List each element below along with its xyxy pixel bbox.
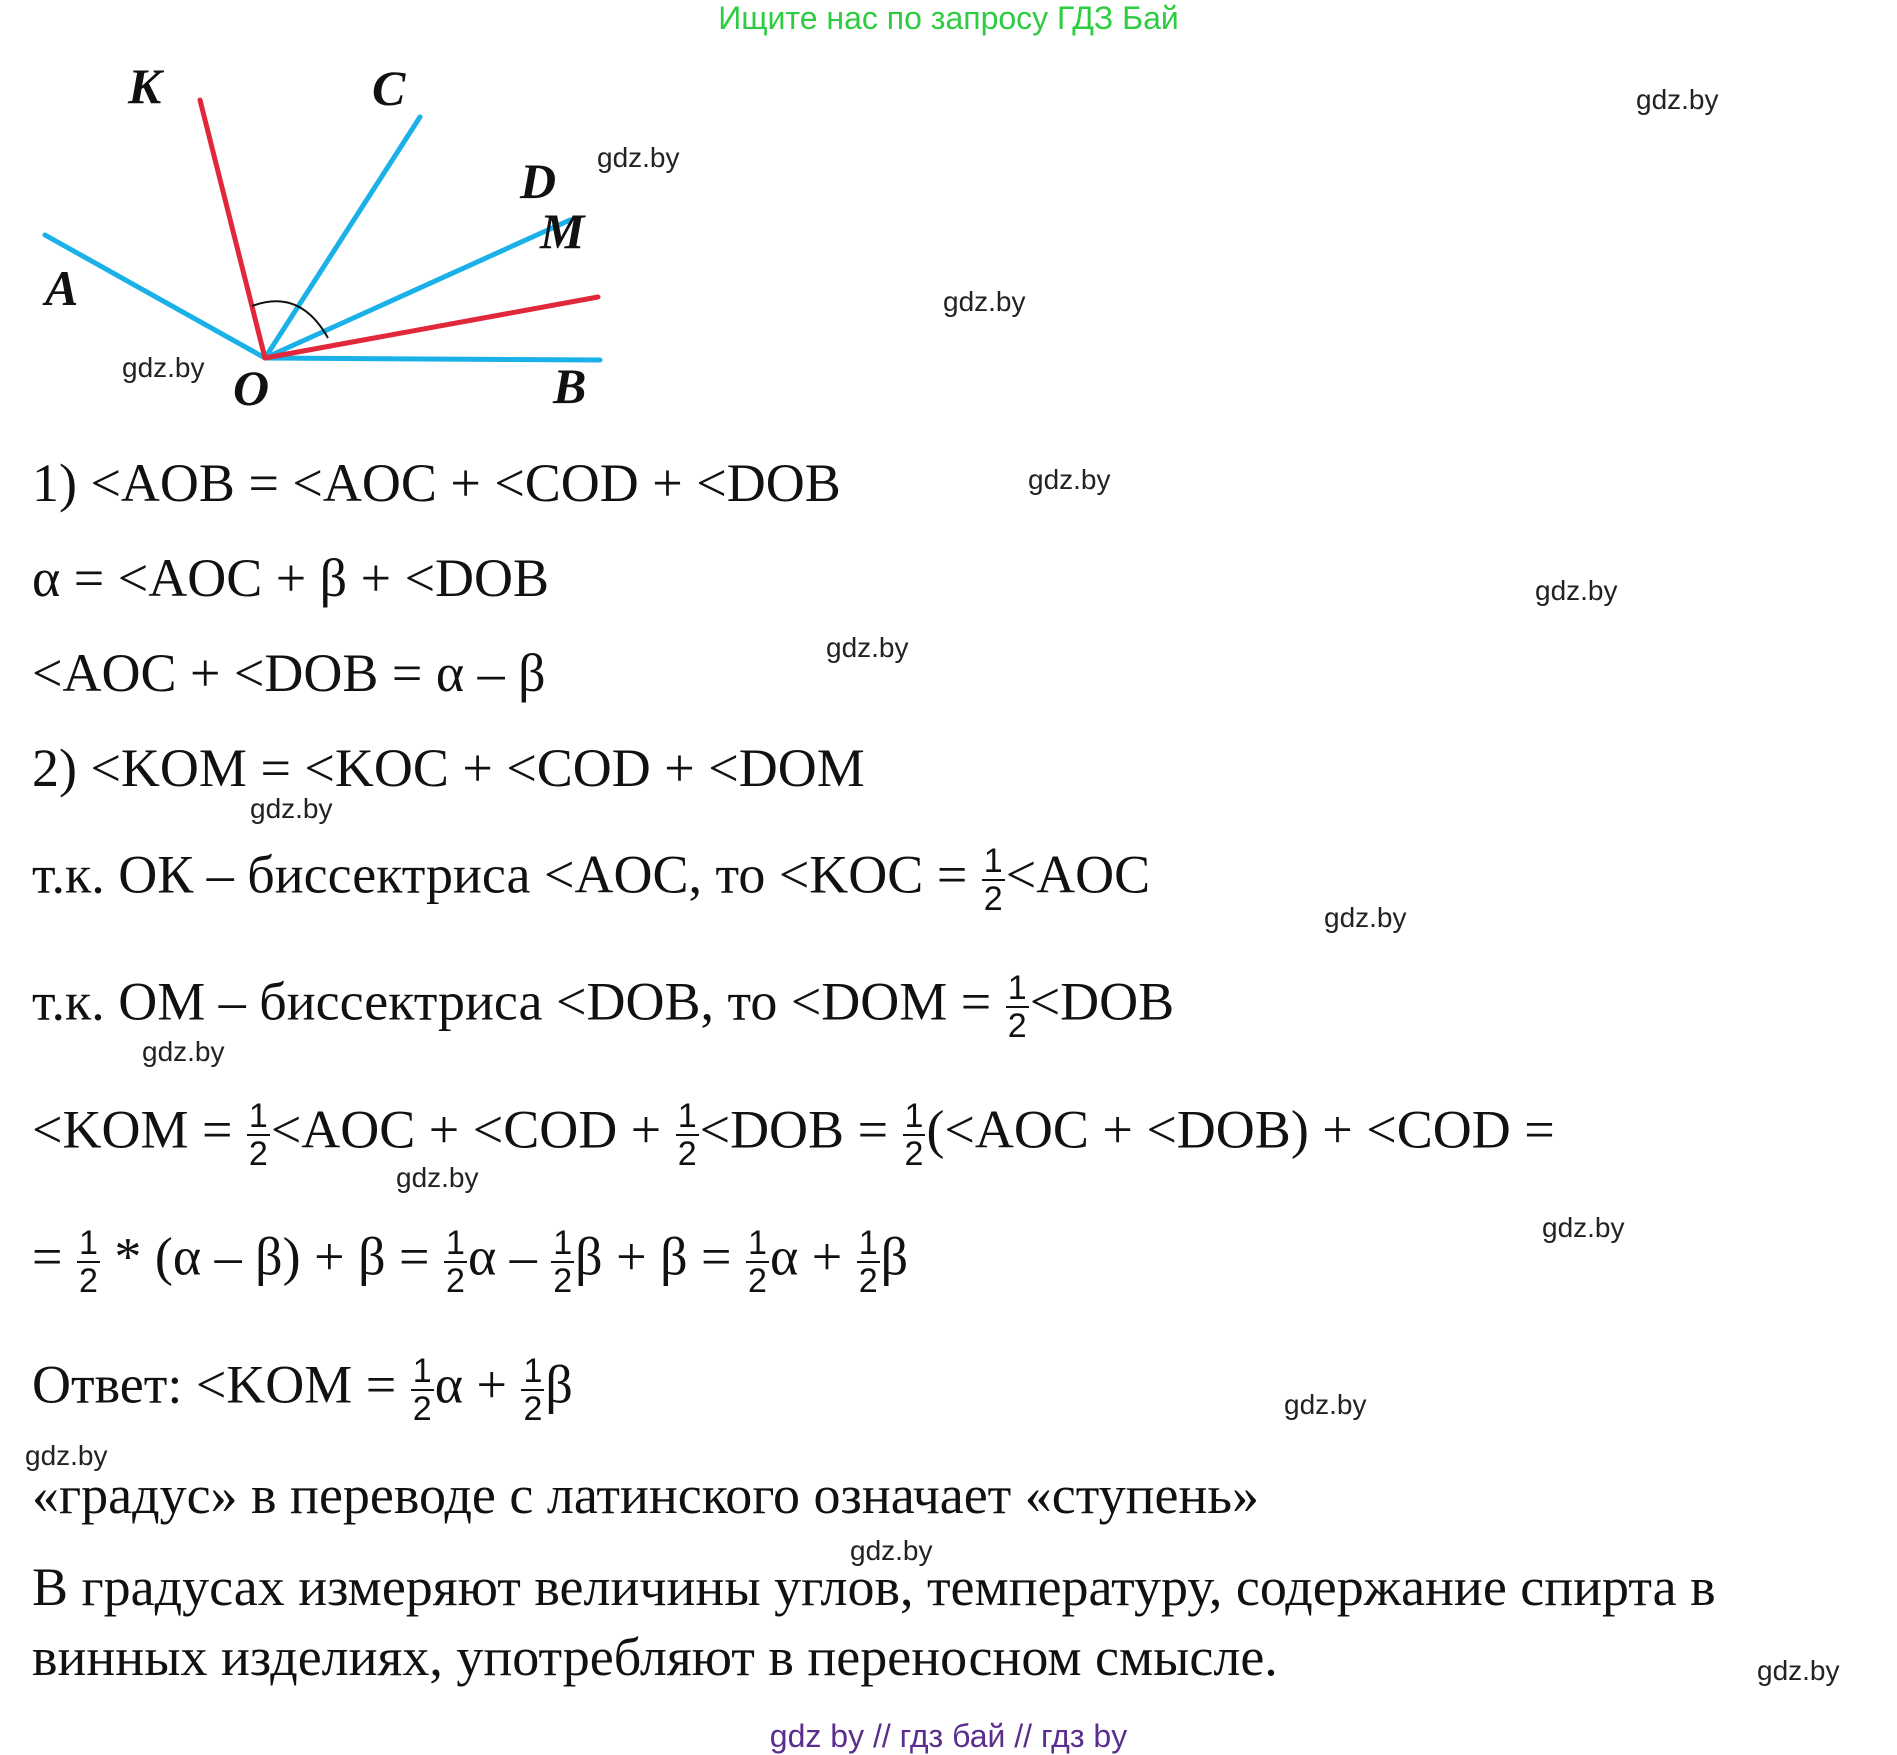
fraction-half: $\frac{1}{2}$ [904, 1097, 924, 1173]
watermark: gdz.by [850, 1535, 933, 1566]
watermark: gdz.by [1636, 84, 1719, 115]
line-text: <DOB = [699, 1099, 902, 1160]
line-text: = [32, 1226, 76, 1287]
watermark: gdz.by [826, 632, 909, 663]
line-text: <AOC [1005, 844, 1151, 905]
label-d: D [520, 153, 557, 209]
solution-line-1: 1) <AOB = <AOC + <COD + <DOB [32, 453, 841, 513]
watermark: gdz.by [142, 1036, 225, 1067]
label-c: C [372, 60, 406, 116]
line-text: (<AOC + <DOB) + <COD = [926, 1099, 1555, 1160]
solution-line-3: <AOC + <DOB = α – β [32, 643, 546, 703]
answer-line [32, 1353, 573, 1427]
watermark: gdz.by [1542, 1212, 1625, 1243]
line-text: <AOC + <COD + [270, 1099, 675, 1160]
fraction-half: $\frac{1}{2}$ [983, 842, 1003, 918]
watermark: gdz.by [1324, 902, 1407, 933]
note-paragraph-1: «градус» в переводе с латинского означает «ступень» [32, 1465, 1260, 1525]
note-paragraph-2: В градусах измеряют величины углов, температуру, содержание спирта в винных изделиях, употребляют в переносном смысле. [32, 1557, 1716, 1687]
line-text: <KOM = [32, 1099, 246, 1160]
watermark: gdz.by [1028, 464, 1111, 495]
solution-line-6 [32, 970, 1174, 1044]
label-b: B [553, 358, 587, 414]
solution-line-4: 2) <KOM = <KOC + <COD + <DOM [32, 738, 865, 798]
fraction-half: $\frac{1}{2}$ [748, 1224, 767, 1300]
fraction-half: $\frac{1}{2}$ [248, 1097, 268, 1173]
watermark: gdz.by [396, 1162, 479, 1193]
ray-ob [265, 358, 600, 360]
watermark: gdz.by [1757, 1655, 1840, 1686]
line-text: β + β = [575, 1226, 746, 1287]
fraction-half: $\frac{1}{2}$ [553, 1224, 573, 1300]
watermark: gdz.by [122, 352, 205, 383]
search-banner: Ищите нас по запросу ГДЗ Бай [718, 0, 1179, 36]
solution-line-5 [32, 843, 1150, 917]
watermark: gdz.by [1535, 575, 1618, 606]
line-text: * (α – β) + β = [100, 1226, 444, 1287]
footer-links: gdz by // гдз бай // гдз by [769, 1718, 1128, 1754]
answer-text: β [545, 1354, 573, 1415]
line-text: т.к. ОМ – биссектриса <DOB, то <DOM = [32, 971, 1005, 1032]
fraction-half: $\frac{1}{2}$ [78, 1224, 98, 1300]
answer-text: α + [434, 1354, 521, 1415]
label-a: A [45, 260, 79, 316]
ray-om [265, 297, 598, 358]
solution-line-2: α = <AOC + β + <DOB [32, 548, 550, 608]
line-text: α + [769, 1226, 856, 1287]
label-k: K [128, 60, 162, 114]
line-text: β [880, 1226, 909, 1287]
solution-line-8 [32, 1225, 908, 1299]
line-text: т.к. ОК – биссектриса <AOC, то <KOC = [32, 844, 981, 905]
angle-figure [0, 60, 640, 430]
label-m: M [540, 203, 585, 259]
label-o: O [233, 360, 270, 416]
answer-text: Ответ: <KOM = [32, 1354, 410, 1415]
fraction-half: $\frac{1}{2}$ [858, 1224, 878, 1300]
watermark: gdz.by [1284, 1389, 1367, 1420]
watermark: gdz.by [943, 286, 1026, 317]
watermark: gdz.by [25, 1440, 108, 1471]
fraction-half: $\frac{1}{2}$ [523, 1352, 543, 1428]
fraction-half: $\frac{1}{2}$ [677, 1097, 697, 1173]
fraction-half: $\frac{1}{2}$ [446, 1224, 465, 1300]
fraction-half: $\frac{1}{2}$ [412, 1352, 432, 1428]
ray-ok [200, 100, 265, 358]
fraction-half: $\frac{1}{2}$ [1007, 969, 1027, 1045]
solution-line-7 [32, 1098, 1555, 1172]
line-text: α – [467, 1226, 551, 1287]
watermark: gdz.by [250, 793, 333, 824]
watermark: gdz.by [597, 142, 680, 173]
line-text: <DOB [1029, 971, 1175, 1032]
